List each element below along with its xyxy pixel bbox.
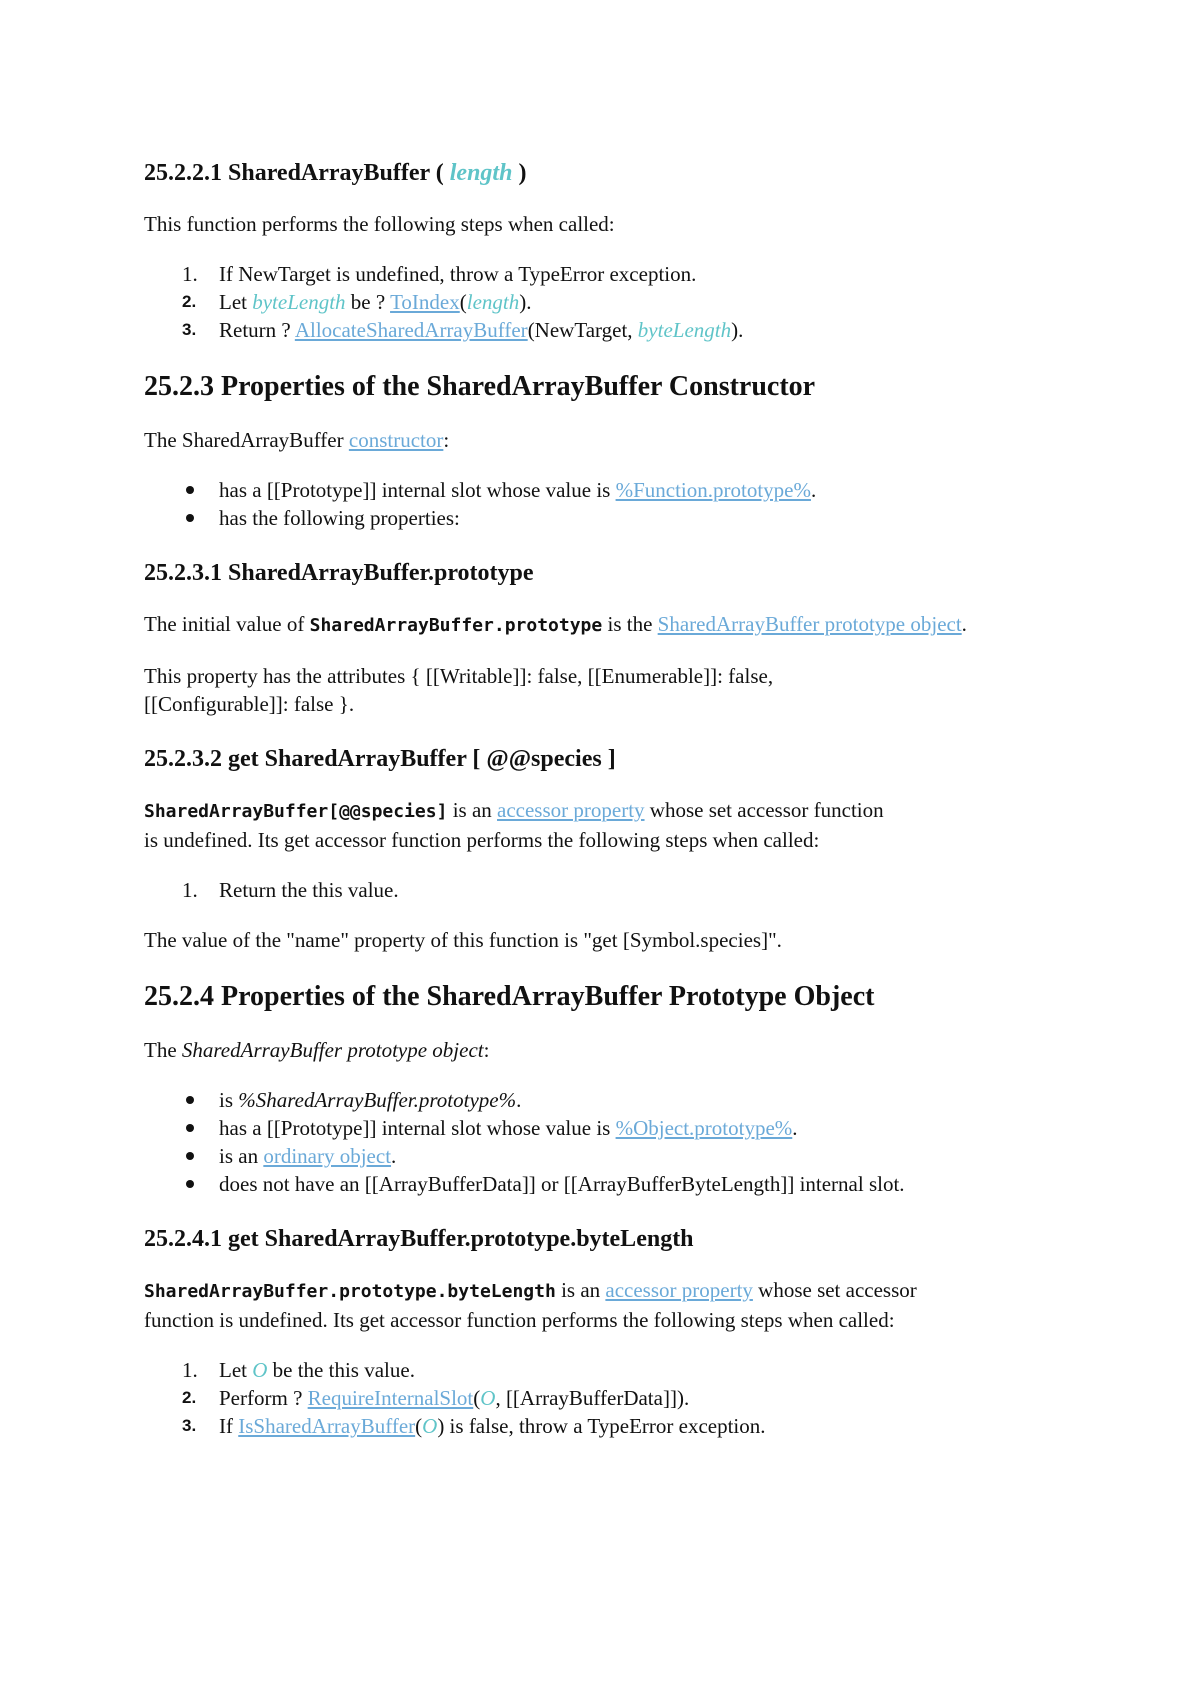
link-requireinternalslot[interactable]: RequireInternalSlot bbox=[307, 1386, 474, 1410]
text: . bbox=[516, 1088, 522, 1112]
list-item bbox=[219, 476, 1084, 504]
text: does not have an [[ArrayBufferData]] or [[ArrayBufferByteLength]] internal slot. bbox=[219, 1172, 905, 1196]
step-text: Return ? bbox=[219, 318, 295, 342]
link-ordinary-object[interactable]: ordinary object bbox=[263, 1144, 392, 1168]
step-text: Let bbox=[219, 1358, 253, 1382]
text: The initial value of bbox=[144, 612, 310, 636]
algorithm-step bbox=[182, 316, 1084, 344]
list-item bbox=[219, 504, 1084, 532]
text: is an bbox=[219, 1144, 264, 1168]
section-heading: 25.2.3.2 get SharedArrayBuffer [ @@species ] bbox=[144, 746, 616, 772]
algorithm-step bbox=[182, 1356, 1084, 1384]
link-accessor-property[interactable]: accessor property bbox=[497, 798, 645, 822]
text: : bbox=[483, 1038, 490, 1062]
paragraph bbox=[144, 426, 1084, 454]
text: This property has the attributes { [[Writable]]: false, [[Enumerable]]: false, bbox=[144, 664, 774, 688]
text: is an bbox=[555, 1278, 606, 1302]
list-item bbox=[219, 1114, 1084, 1142]
text: The SharedArrayBuffer bbox=[144, 428, 349, 452]
step-text: Perform ? bbox=[219, 1386, 308, 1410]
paragraph bbox=[144, 1276, 1084, 1334]
step-text: ). bbox=[731, 318, 744, 342]
text: : bbox=[443, 428, 450, 452]
code: SharedArrayBuffer.prototype.byteLength bbox=[144, 1281, 556, 1302]
step-text: ) is false, throw a TypeError exception. bbox=[437, 1414, 766, 1438]
step-number: 3. bbox=[182, 1416, 197, 1435]
code: SharedArrayBuffer.prototype bbox=[309, 615, 603, 636]
text: whose set accessor function bbox=[644, 798, 884, 822]
term: SharedArrayBuffer prototype object bbox=[181, 1038, 484, 1062]
section-heading: 25.2.3 Properties of the SharedArrayBuffer Constructor bbox=[144, 371, 816, 402]
link-constructor[interactable]: constructor bbox=[348, 428, 444, 452]
paragraph bbox=[144, 662, 1084, 718]
algorithm-steps bbox=[144, 260, 1084, 344]
heading-text: 25.2.2.1 SharedArrayBuffer ( bbox=[144, 160, 444, 186]
variable: O bbox=[252, 1358, 268, 1382]
algorithm-step bbox=[182, 1384, 1084, 1412]
algorithm-step bbox=[182, 876, 1084, 904]
step-text: (NewTarget, bbox=[527, 318, 638, 342]
paragraph bbox=[144, 610, 1084, 640]
link-object-prototype[interactable]: %Object.prototype% bbox=[615, 1116, 793, 1140]
text: whose set accessor bbox=[752, 1278, 917, 1302]
step-number: 2. bbox=[182, 292, 197, 311]
link-toindex[interactable]: ToIndex bbox=[390, 290, 460, 314]
paragraph bbox=[144, 796, 1084, 854]
step-number: 2. bbox=[182, 1388, 197, 1407]
link-accessor-property[interactable]: accessor property bbox=[605, 1278, 753, 1302]
algorithm-step bbox=[182, 288, 1084, 316]
text: function is undefined. Its get accessor function performs the following steps when called: bbox=[144, 1308, 895, 1332]
text: has a [[Prototype]] internal slot whose value is bbox=[219, 478, 616, 502]
text: is an bbox=[447, 798, 498, 822]
step-text: ( bbox=[459, 290, 467, 314]
section-heading: 25.2.3.1 SharedArrayBuffer.prototype bbox=[144, 560, 534, 586]
text: The bbox=[144, 1038, 182, 1062]
step-text: ( bbox=[473, 1386, 481, 1410]
step-text: If NewTarget is undefined, throw a TypeError exception. bbox=[219, 262, 697, 286]
text: . bbox=[961, 612, 967, 636]
paragraph: This function performs the following steps when called: bbox=[144, 212, 615, 236]
section-heading bbox=[144, 158, 1084, 188]
document-page bbox=[144, 150, 1084, 1440]
text: is undefined. Its get accessor function performs the following steps when called: bbox=[144, 828, 820, 852]
algorithm-steps bbox=[144, 1356, 1084, 1440]
step-text: ). bbox=[519, 290, 532, 314]
step-text: Let bbox=[219, 290, 253, 314]
step-text: If bbox=[219, 1414, 239, 1438]
heading-text: ) bbox=[518, 160, 527, 186]
link-function-prototype[interactable]: %Function.prototype% bbox=[615, 478, 811, 502]
text: . bbox=[391, 1144, 397, 1168]
step-number: 3. bbox=[182, 320, 197, 339]
link-issharedarraybuffer[interactable]: IsSharedArrayBuffer bbox=[238, 1414, 416, 1438]
variable: byteLength bbox=[252, 290, 346, 314]
section-heading: 25.2.4.1 get SharedArrayBuffer.prototype.byteLength bbox=[144, 1226, 694, 1252]
paragraph: The value of the "name" property of this function is "get [Symbol.species]". bbox=[144, 928, 782, 952]
list-item bbox=[219, 1170, 1084, 1198]
algorithm-step bbox=[182, 1412, 1084, 1440]
step-number: 1. bbox=[182, 1358, 198, 1382]
term: %SharedArrayBuffer.prototype% bbox=[238, 1088, 517, 1112]
step-text: , [[ArrayBufferData]]). bbox=[495, 1386, 690, 1410]
code: SharedArrayBuffer[@@species] bbox=[144, 801, 448, 822]
param-length: length bbox=[449, 160, 513, 186]
text: is the bbox=[602, 612, 658, 636]
variable: O bbox=[480, 1386, 496, 1410]
link-sab-prototype-object[interactable]: SharedArrayBuffer prototype object bbox=[657, 612, 962, 636]
list-item bbox=[219, 1086, 1084, 1114]
step-number: 1. bbox=[182, 878, 198, 902]
step-number: 1. bbox=[182, 262, 198, 286]
bullet-list bbox=[144, 1086, 1084, 1198]
list-item bbox=[219, 1142, 1084, 1170]
text: . bbox=[810, 478, 817, 502]
algorithm-step bbox=[182, 260, 1084, 288]
step-text: ( bbox=[415, 1414, 423, 1438]
text: [[Configurable]]: false }. bbox=[144, 692, 355, 716]
step-text: Return the this value. bbox=[219, 878, 399, 902]
step-text: be ? bbox=[345, 290, 391, 314]
text: . bbox=[792, 1116, 798, 1140]
section-heading: 25.2.4 Properties of the SharedArrayBuffer Prototype Object bbox=[144, 981, 875, 1012]
text: has a [[Prototype]] internal slot whose value is bbox=[219, 1116, 616, 1140]
variable: byteLength bbox=[637, 318, 732, 342]
step-text: be the this value. bbox=[267, 1358, 415, 1382]
bullet-list bbox=[144, 476, 1084, 532]
link-allocatesharedarraybuffer[interactable]: AllocateSharedArrayBuffer bbox=[294, 318, 528, 342]
variable: O bbox=[422, 1414, 438, 1438]
variable: length bbox=[466, 290, 520, 314]
paragraph bbox=[144, 1036, 1084, 1064]
algorithm-steps bbox=[144, 876, 1084, 904]
text: has the following properties: bbox=[219, 506, 460, 530]
text: is bbox=[219, 1088, 239, 1112]
